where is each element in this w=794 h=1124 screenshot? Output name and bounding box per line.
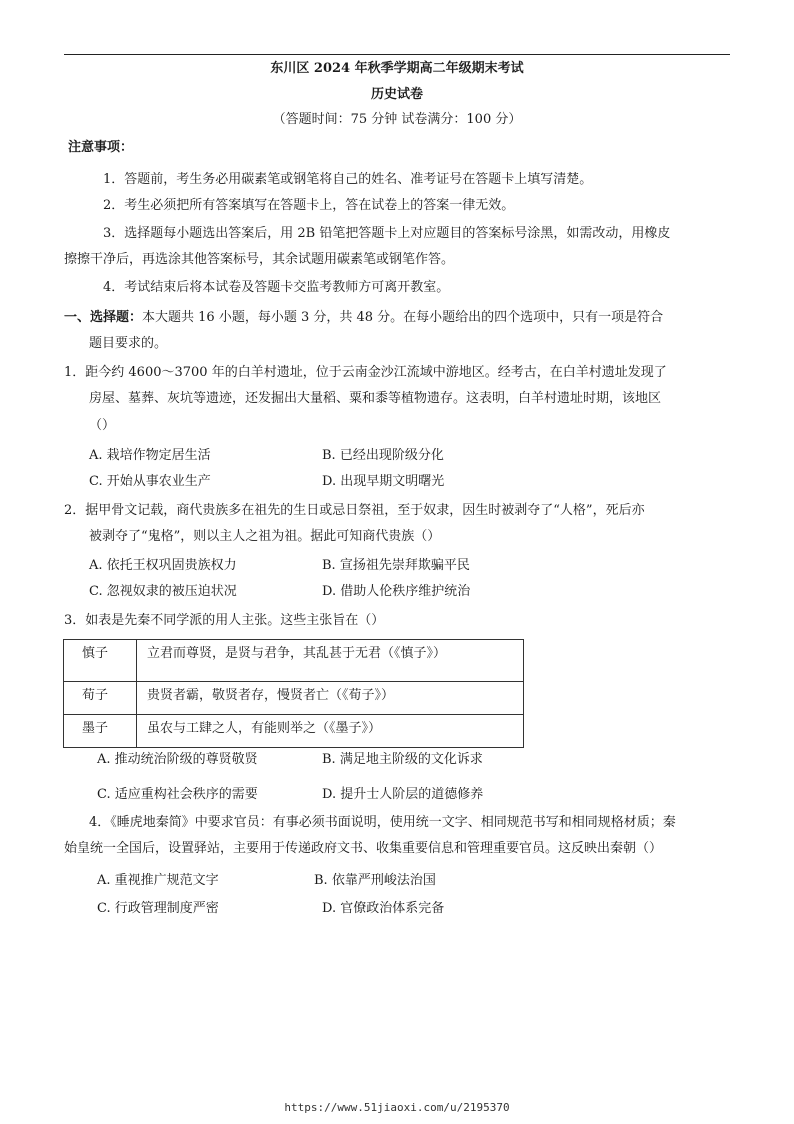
q1-option-b: B. 已经出现阶级分化 xyxy=(322,448,444,463)
notice-item-3-cont: 擦擦干净后，再选涂其他答案标号，其余试题用碳素笔或钢笔作答。 xyxy=(64,252,455,267)
footer-url[interactable]: https://www.51jiaoxi.com/u/2195370 xyxy=(284,1101,510,1114)
q3-table xyxy=(63,639,524,748)
q3-line: 3．如表是先秦不同学派的用人主张。这些主张旨在（） xyxy=(64,613,385,628)
school-name: 慎子 xyxy=(64,640,137,682)
q2-line-1: 2．据甲骨文记载，商代贵族多在祖先的生日或忌日祭祖，至于奴隶，因生时被剥夺了“人格”，死后亦 xyxy=(64,503,645,518)
q2-line-2: 被剥夺了“鬼格”，则以主人之祖为祖。据此可知商代贵族（） xyxy=(89,529,441,544)
school-name: 荀子 xyxy=(64,681,137,714)
q3-option-a: A. 推动统治阶级的尊贤敬贤 xyxy=(97,752,258,767)
q2-option-c: C. 忽视奴隶的被压迫状况 xyxy=(89,584,237,599)
table-row xyxy=(64,640,524,682)
school-name: 墨子 xyxy=(64,714,137,747)
q1-line-2: 房屋、墓葬、灰坑等遗迹，还发掘出大量稻、粟和黍等植物遗存。这表明，白羊村遗址时期，该地区 xyxy=(89,391,662,406)
q4-option-c: C. 行政管理制度严密 xyxy=(97,901,219,916)
q4-line-1: 4．《睡虎地秦简》中要求官员：有事必须书面说明，使用统一文字、相同规范书写和相同规格材质；秦 xyxy=(89,815,676,830)
q1-option-d: D. 出现早期文明曙光 xyxy=(322,474,445,489)
exam-info: （答题时间：75 分钟 试卷满分：100 分） xyxy=(272,112,522,127)
notice-item-3: 3．选择题每小题选出答案后，用 2B 铅笔把答题卡上对应题目的答案标号涂黑，如需改动，用橡皮 xyxy=(103,226,671,241)
q4-option-a: A. 重视推广规范文字 xyxy=(97,873,219,888)
q2-option-a: A. 依托王权巩固贵族权力 xyxy=(89,558,237,573)
section-intro xyxy=(64,309,663,327)
notice-item-2: 2．考生必须把所有答案填写在答题卡上，答在试卷上的答案一律无效。 xyxy=(103,198,515,213)
exam-title: 东川区 2024 年秋季学期高二年级期末考试 xyxy=(270,61,524,76)
q1-line-3: （） xyxy=(89,418,116,433)
q2-option-b: B. 宣扬祖先崇拜欺骗平民 xyxy=(322,558,470,573)
q3-option-d: D. 提升士人阶层的道德修养 xyxy=(322,787,484,802)
section-intro-line1: 本大题共 16 小题，每小题 3 分，共 48 分。在每小题给出的四个选项中，只有一项是符合 xyxy=(142,310,664,325)
notice-item-1: 1．答题前，考生务必用碳素笔或钢笔将自己的姓名、准考证号在答题卡上填写清楚。 xyxy=(103,172,593,187)
q1-option-c: C. 开始从事农业生产 xyxy=(89,474,211,489)
q3-option-c: C. 适应重构社会秩序的需要 xyxy=(97,787,258,802)
q4-option-d: D. 官僚政治体系完备 xyxy=(322,901,445,916)
q4-option-b: B. 依靠严刑峻法治国 xyxy=(314,873,436,888)
table-row xyxy=(64,714,524,747)
section-label: 一、选择题： xyxy=(64,310,143,325)
notice-item-4: 4．考试结束后将本试卷及答题卡交监考教师方可离开教室。 xyxy=(103,280,450,295)
school-quote: 贵贤者霸，敬贤者存，慢贤者亡（《荀子》） xyxy=(137,681,524,714)
section-intro-line2: 题目要求的。 xyxy=(89,336,168,351)
q4-line-2: 始皇统一全国后，设置驿站，主要用于传递政府文书、收集重要信息和管理重要官员。这反映出秦朝（） xyxy=(64,841,663,856)
table-row xyxy=(64,681,524,714)
q1-line-1: 1．距今约 4600～3700 年的白羊村遗址，位于云南金沙江流域中游地区。经考古，在白羊村遗址发现了 xyxy=(64,365,667,380)
top-rule xyxy=(64,54,730,55)
notice-heading: 注意事项： xyxy=(68,140,134,155)
q1-option-a: A. 栽培作物定居生活 xyxy=(89,448,211,463)
school-quote: 立君而尊贤，是贤与君争，其乱甚于无君（《慎子》） xyxy=(137,640,524,682)
school-quote: 虽农与工肆之人，有能则举之（《墨子》） xyxy=(137,714,524,747)
subject-title: 历史试卷 xyxy=(370,87,423,102)
q2-option-d: D. 借助人伦秩序维护统治 xyxy=(322,584,471,599)
q3-option-b: B. 满足地主阶级的文化诉求 xyxy=(322,752,483,767)
